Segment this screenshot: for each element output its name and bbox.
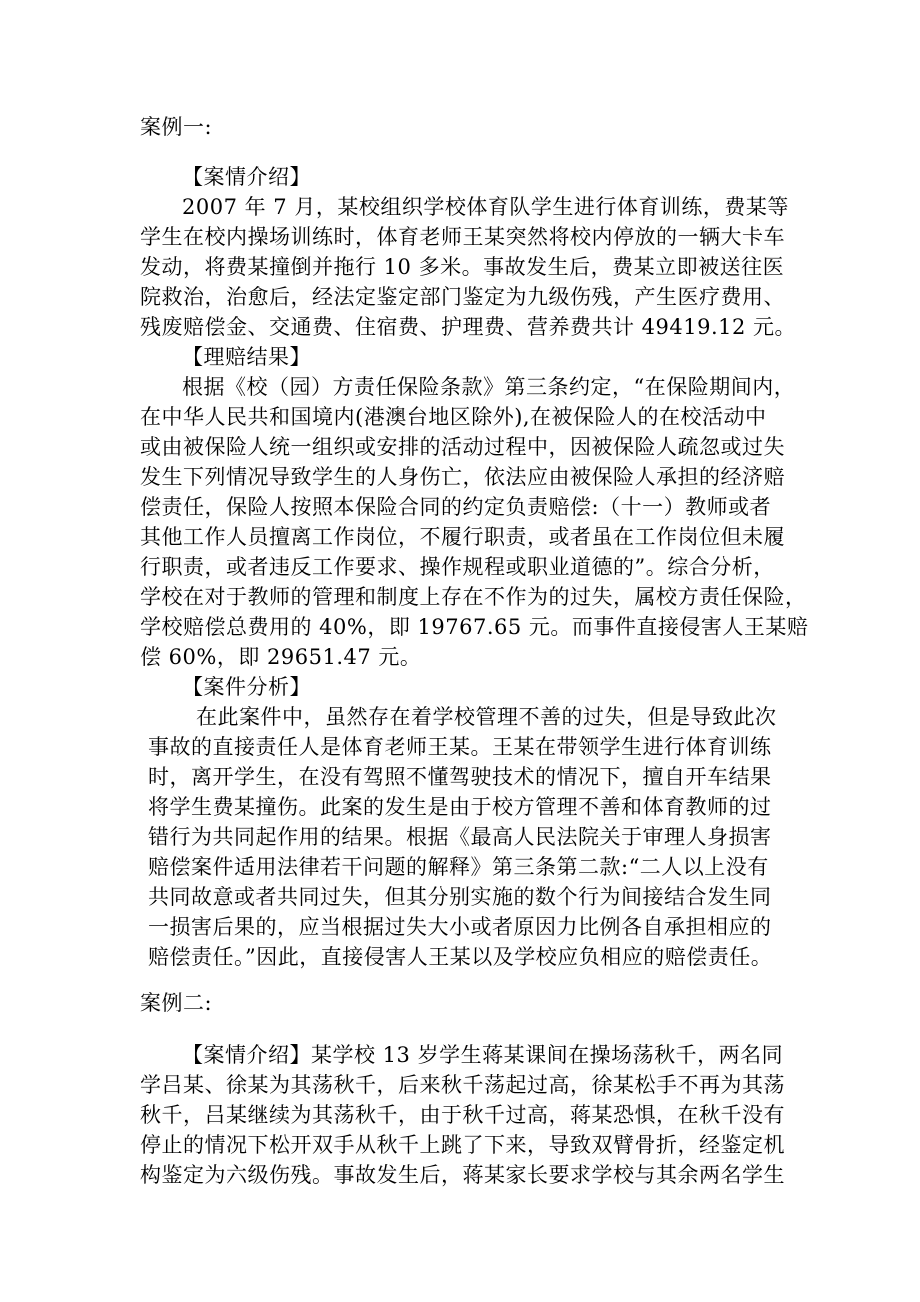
case1-analysis-line: 在此案件中，虽然存在着学校管理不善的过失，但是导致此次 [196, 705, 777, 729]
case1-claim-heading: 【理赔结果】 [182, 345, 311, 369]
case1-intro-line: 残废赔偿金、交通费、住宿费、护理费、营养费共计 49419.12 元。 [140, 315, 797, 339]
case1-analysis-line: 事故的直接责任人是体育老师王某。王某在带领学生进行体育训练 [148, 735, 772, 759]
case2-intro-line: 学吕某、徐某为其荡秋千，后来秋千荡起过高，徐某松手不再为其荡 [140, 1073, 785, 1097]
case2-title: 案例二: [140, 991, 213, 1015]
case1-analysis-heading: 【案件分析】 [182, 675, 311, 699]
case1-claim-line: 偿责任，保险人按照本保险合同的约定负责赔偿:（十一）教师或者 [140, 495, 772, 519]
case1-claim-line: 根据《校（园）方责任保险条款》第三条约定，“在保险期间内， [182, 375, 796, 399]
case1-intro-line: 学生在校内操场训练时，体育老师王某突然将校内停放的一辆大卡车 [140, 225, 785, 249]
case2-intro-line: 秋千，吕某继续为其荡秋千，由于秋千过高，蒋某恐惧，在秋千没有 [140, 1103, 785, 1127]
case1-claim-line: 学校赔偿总费用的 40%，即 19767.65 元。而事件直接侵害人王某赔 [140, 615, 809, 639]
case2-intro-line: 停止的情况下松开双手从秋千上跳了下来，导致双臂骨折，经鉴定机 [140, 1133, 785, 1157]
case1-intro-line: 发动，将费某撞倒并拖行 10 多米。事故发生后，费某立即被送往医 [140, 255, 785, 279]
case1-claim-line: 其他工作人员擅离工作岗位，不履行职责，或者虽在工作岗位但未履 [140, 525, 785, 549]
case1-claim-line: 偿 60%，即 29651.47 元。 [140, 645, 422, 669]
case2-intro-line: 【案情介绍】某学校 13 岁学生蒋某课间在操场荡秋千，两名同 [182, 1043, 784, 1067]
case1-claim-line: 学校在对于教师的管理和制度上存在不作为的过失，属校方责任保险， [140, 585, 807, 609]
case1-analysis-line: 时，离开学生，在没有驾照不懂驾驶技术的情况下，擅自开车结果 [148, 765, 772, 789]
case1-intro-heading: 【案情介绍】 [182, 165, 311, 189]
case1-analysis-line: 赔偿责任。”因此，直接侵害人王某以及学校应负相应的赔偿责任。 [148, 945, 773, 969]
case1-claim-line: 在中华人民共和国境内(港澳台地区除外),在被保险人的在校活动中 [140, 405, 767, 429]
case1-claim-line: 发生下列情况导致学生的人身伤亡，依法应由被保险人承担的经济赔 [140, 465, 785, 489]
case1-analysis-line: 赔偿案件适用法律若干问题的解释》第三条第二款:“二人以上没有 [148, 855, 769, 879]
case1-claim-line: 行职责，或者违反工作要求、操作规程或职业道德的”。综合分析， [140, 555, 775, 579]
case1-analysis-line: 一损害后果的，应当根据过失大小或者原因力比例各自承担相应的 [148, 915, 772, 939]
case1-analysis-line: 将学生费某撞伤。此案的发生是由于校方管理不善和体育教师的过 [148, 795, 772, 819]
case1-title: 案例一: [140, 115, 213, 139]
case2-intro-line: 构鉴定为六级伤残。事故发生后，蒋某家长要求学校与其余两名学生 [140, 1163, 785, 1187]
case1-intro-line: 2007 年 7 月，某校组织学校体育队学生进行体育训练，费某等 [182, 195, 789, 219]
case1-analysis-line: 共同故意或者共同过失，但其分别实施的数个行为间接结合发生同 [148, 885, 772, 909]
case1-intro-line: 院救治，治愈后，经法定鉴定部门鉴定为九级伤残，产生医疗费用、 [140, 285, 785, 309]
case1-analysis-line: 错行为共同起作用的结果。根据《最高人民法院关于审理人身损害 [148, 825, 772, 849]
case1-claim-line: 或由被保险人统一组织或安排的活动过程中，因被保险人疏忽或过失 [140, 435, 785, 459]
